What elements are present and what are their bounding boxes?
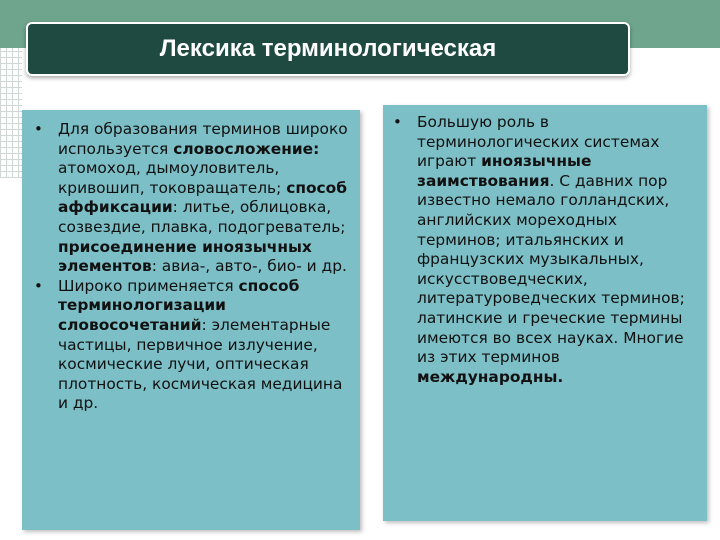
- left-text-panel: [22, 110, 360, 530]
- text-segment: Широко применяется: [58, 276, 239, 295]
- bullet-marker: •: [393, 113, 402, 131]
- bullet-marker: •: [34, 276, 43, 295]
- text-segment: . С давних пор известно немало голландских, английских мореходных терминов; итальянских и французских музыкальных, искусствоведческих, литературоведческих терминов; латинские и греческие термины имеются во всех науках. Многие из этих терминов: [417, 171, 685, 367]
- text-segment: : авиа-, авто-, био- и др.: [151, 257, 347, 276]
- bold-term: международны.: [417, 367, 564, 386]
- text-segment: Для образования терминов широко используется: [58, 120, 348, 158]
- text-segment: : литье, облицовка, созвездие, плавка, подогреватель;: [58, 198, 346, 236]
- right-text-panel: [383, 105, 707, 521]
- text-segment: : элементарные частицы, первичное излучение, космические лучи, оптическая плотность, космическая медицина и др.: [58, 315, 343, 413]
- slide-title: Лексика терминологическая: [159, 35, 497, 62]
- right-bullet-list: [391, 113, 701, 387]
- grid-decoration: [0, 48, 22, 178]
- text-segment: Большую роль в терминологических системах играют: [417, 113, 660, 171]
- text-segment: атомоход, дымоуловитель, кривошип, токовращатель;: [58, 159, 287, 197]
- bold-term: способ терминологизации словосочетаний: [58, 276, 300, 334]
- left-bullet-item-2: [32, 277, 354, 414]
- bold-term: иноязычные заимствования: [417, 152, 592, 190]
- left-bullet-list: [32, 120, 354, 414]
- right-bullet-item-1: [391, 113, 701, 387]
- bold-term: присоединение иноязычных элементов: [58, 237, 312, 276]
- bullet-marker: •: [34, 120, 43, 138]
- bold-term: словосложение:: [173, 139, 320, 158]
- title-banner: [26, 22, 630, 76]
- bold-term: способ аффиксации: [58, 178, 347, 217]
- left-bullet-item-1: [32, 120, 354, 277]
